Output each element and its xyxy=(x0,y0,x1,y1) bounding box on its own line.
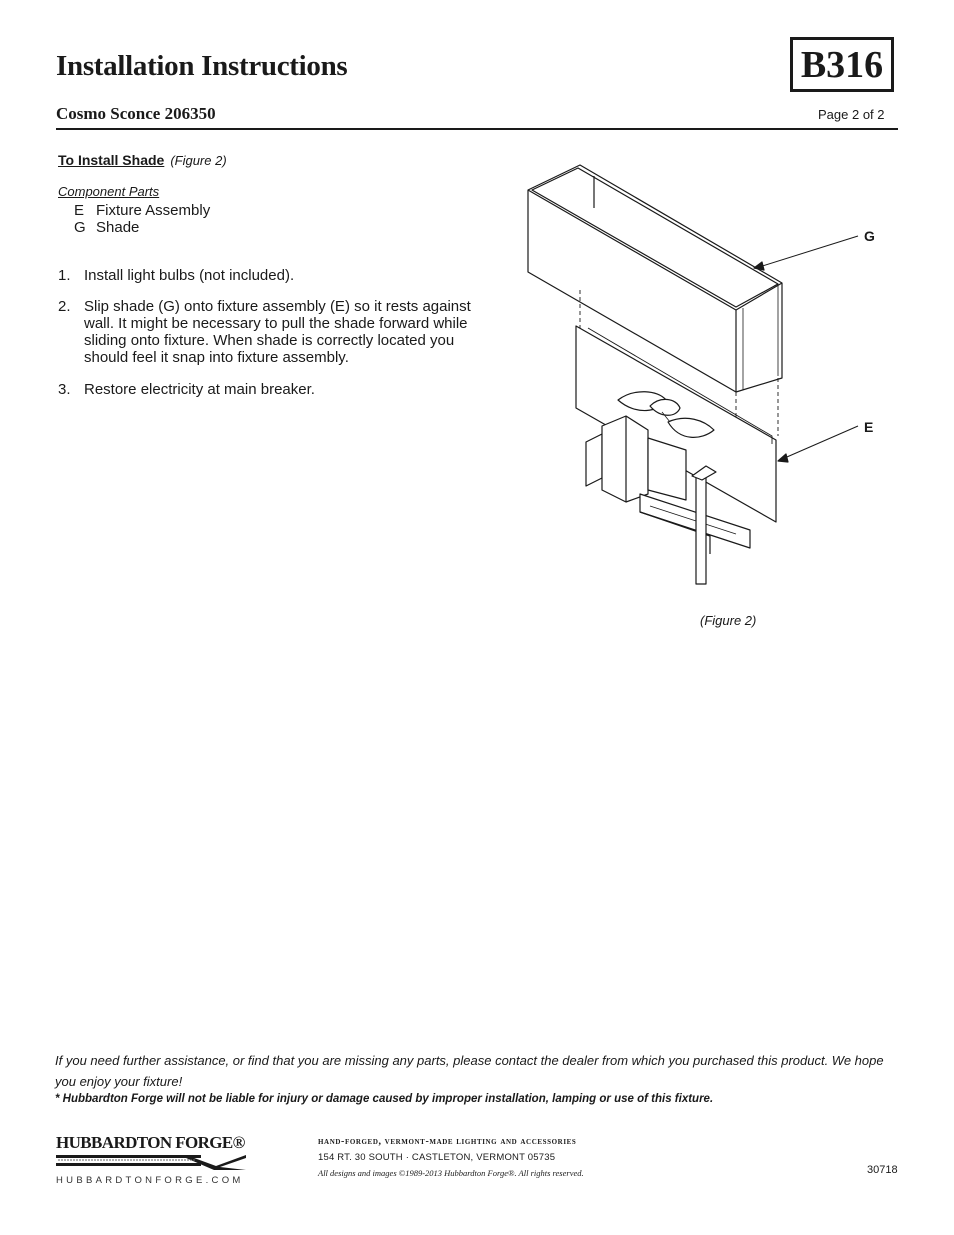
brand-logo-text: HUBBARDTON FORGE® xyxy=(56,1133,245,1152)
step-number: 3. xyxy=(58,381,71,398)
component-parts-label: Component Parts xyxy=(58,184,160,199)
header-divider xyxy=(56,128,898,130)
shade-g-drawing xyxy=(528,165,782,392)
component-part-item xyxy=(74,202,210,219)
shade-installation-diagram xyxy=(510,160,890,600)
component-part-code: E xyxy=(74,202,85,219)
callout-label-e: E xyxy=(864,419,874,435)
section-heading xyxy=(58,152,227,168)
document-code-badge: B316 xyxy=(790,37,894,92)
page-title: Installation Instructions xyxy=(56,50,348,82)
brand-website: HUBBARDTONFORGE.COM xyxy=(56,1175,244,1186)
liability-disclaimer: * Hubbardton Forge will not be liable for injury or damage caused by improper installation, lamping or use of this fixture. xyxy=(55,1093,714,1105)
document-number: 30718 xyxy=(867,1164,898,1176)
step-number: 1. xyxy=(58,267,71,284)
section-heading-text: To Install Shade xyxy=(58,152,165,168)
company-tagline: hand-forged, vermont-made lighting and accessories xyxy=(318,1136,577,1147)
callout-label-g: G xyxy=(864,228,875,244)
component-part-name: Shade xyxy=(96,219,140,236)
copyright-notice: All designs and images ©1989-2013 Hubbardton Forge®. All rights reserved. xyxy=(318,1168,584,1178)
forged-bar-logo-icon xyxy=(56,1152,246,1170)
product-subtitle: Cosmo Sconce 206350 xyxy=(56,104,216,123)
step-text: Restore electricity at main breaker. xyxy=(84,381,315,398)
component-part-name: Fixture Assembly xyxy=(96,202,211,219)
step-text: Slip shade (G) onto fixture assembly (E) so it rests against wall. It might be necessary to pull the shade forward while sliding onto fixture. When shade is correctly located you should feel it snap into fixture assembly. xyxy=(84,298,471,366)
component-part-code: G xyxy=(74,219,86,236)
section-figure-ref: (Figure 2) xyxy=(170,153,227,168)
step-number: 2. xyxy=(58,298,71,315)
component-part-item xyxy=(74,219,139,236)
instruction-step xyxy=(58,381,498,398)
step-text: Install light bulbs (not included). xyxy=(84,267,295,284)
assistance-note: If you need further assistance, or find that you are missing any parts, please contact the dealer from which you purchased this product. We hope you enjoy your fixture! xyxy=(55,1053,884,1089)
figure-caption: (Figure 2) xyxy=(700,613,757,628)
instruction-step xyxy=(58,267,498,284)
company-address: 154 RT. 30 SOUTH · CASTLETON, VERMONT 05735 xyxy=(318,1152,556,1163)
page-number: Page 2 of 2 xyxy=(818,107,885,122)
instruction-step xyxy=(58,298,498,366)
